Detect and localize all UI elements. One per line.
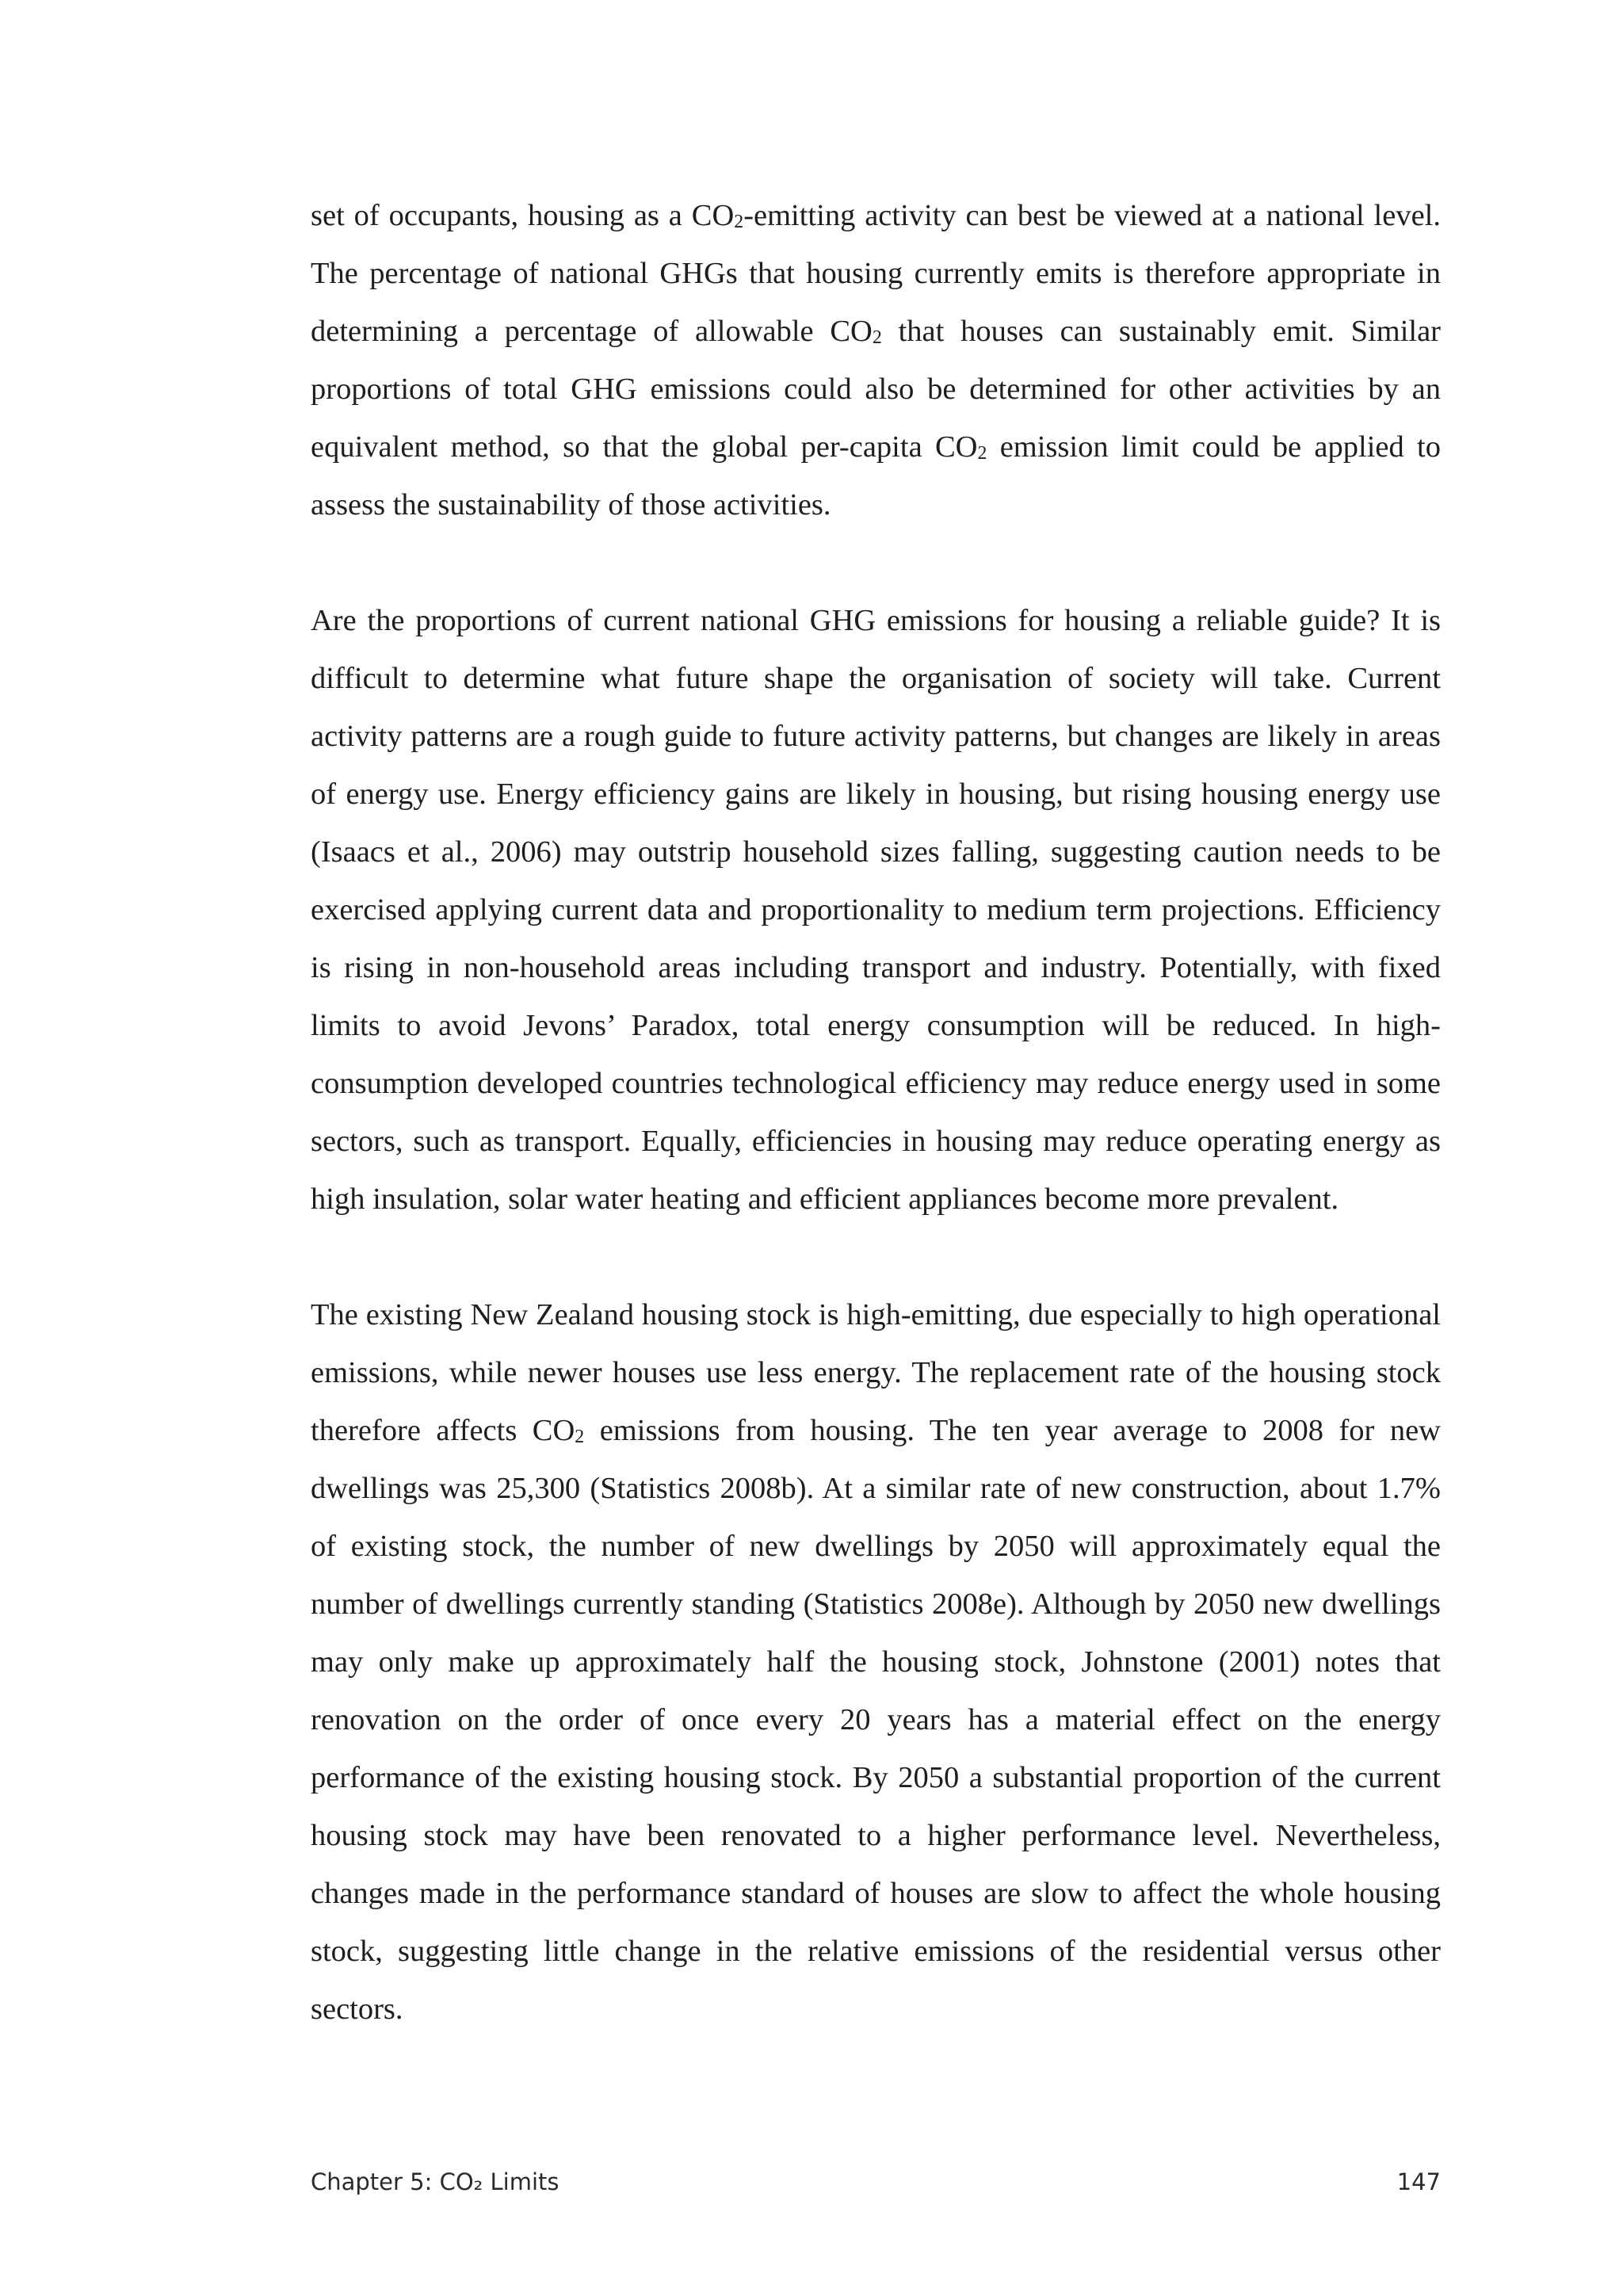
paragraph-1-text-b: -emitting activity can best be viewed at a national level. The percentage of national GHGs that housing currently emits is therefore appropriate in determining a percentage of allowable CO bbox=[311, 199, 1441, 348]
paragraph-1-text-d: emission limit could be applied to assess the sustainability of those activities. bbox=[311, 430, 1442, 521]
paragraph-1 bbox=[311, 187, 1441, 534]
co2-subscript: 2 bbox=[575, 1426, 585, 1447]
page-number: 147 bbox=[1396, 2168, 1441, 2195]
chapter-title: Chapter 5: CO₂ Limits bbox=[311, 2168, 559, 2195]
paragraph-3-text-b: emissions from housing. The ten year average to 2008 for new dwellings was 25,300 (Statistics 2008b). At a similar rate of new construction, about 1.7% of existing stock, the number of new dwellings by 2050 will approximately equal the number of dwellings currently standing (Statistics 2008e). Although by 2050 new dwellings may only make up approximately half the housing stock, Johnstone (2001) notes that renovation on the order of once every 20 years has a material effect on the energy performance of the existing housing stock. By 2050 a substantial proportion of the current housing stock may have been renovated to a higher performance level. Nevertheless, changes made in the performance standard of houses are slow to affect the whole housing stock, suggesting little change in the relative emissions of the residential versus other sectors. bbox=[311, 1414, 1441, 2026]
page-footer bbox=[311, 2168, 1441, 2206]
paragraph-1-text-a: set of occupants, housing as a CO bbox=[311, 199, 735, 232]
body-text bbox=[311, 187, 1441, 2038]
co2-subscript: 2 bbox=[977, 442, 987, 464]
paragraph-3 bbox=[311, 1286, 1441, 2038]
co2-subscript: 2 bbox=[872, 327, 882, 348]
co2-subscript: 2 bbox=[734, 211, 744, 232]
paragraph-1-text-c: that houses can sustainably emit. Similar proportions of total GHG emissions could also be determined for other activities by an equivalent method, so that the global per-capita CO bbox=[311, 315, 1441, 464]
paragraph-3-text-a: The existing New Zealand housing stock is high-emitting, due especially to high operational emissions, while newer houses use less energy. The replacement rate of the housing stock therefore affects CO bbox=[311, 1298, 1441, 1447]
paragraph-2: Are the proportions of current national GHG emissions for housing a reliable guide? It is difficult to determine what future shape the organisation of society will take. Current activity patterns are a rough guide to future activity patterns, but changes are likely in areas of energy use. Energy efficiency gains are likely in housing, but rising housing energy use (Isaacs et al., 2006) may outstrip household sizes falling, suggesting caution needs to be exercised applying current data and proportionality to medium term projections. Efficiency is rising in non-household areas including transport and industry. Potentially, with fixed limits to avoid Jevons’ Paradox, total energy consumption will be reduced. In high-consumption developed countries technological efficiency may reduce energy used in some sectors, such as transport. Equally, efficiencies in housing may reduce operating energy as high insulation, solar water heating and efficient appliances become more prevalent. bbox=[311, 604, 1441, 1216]
